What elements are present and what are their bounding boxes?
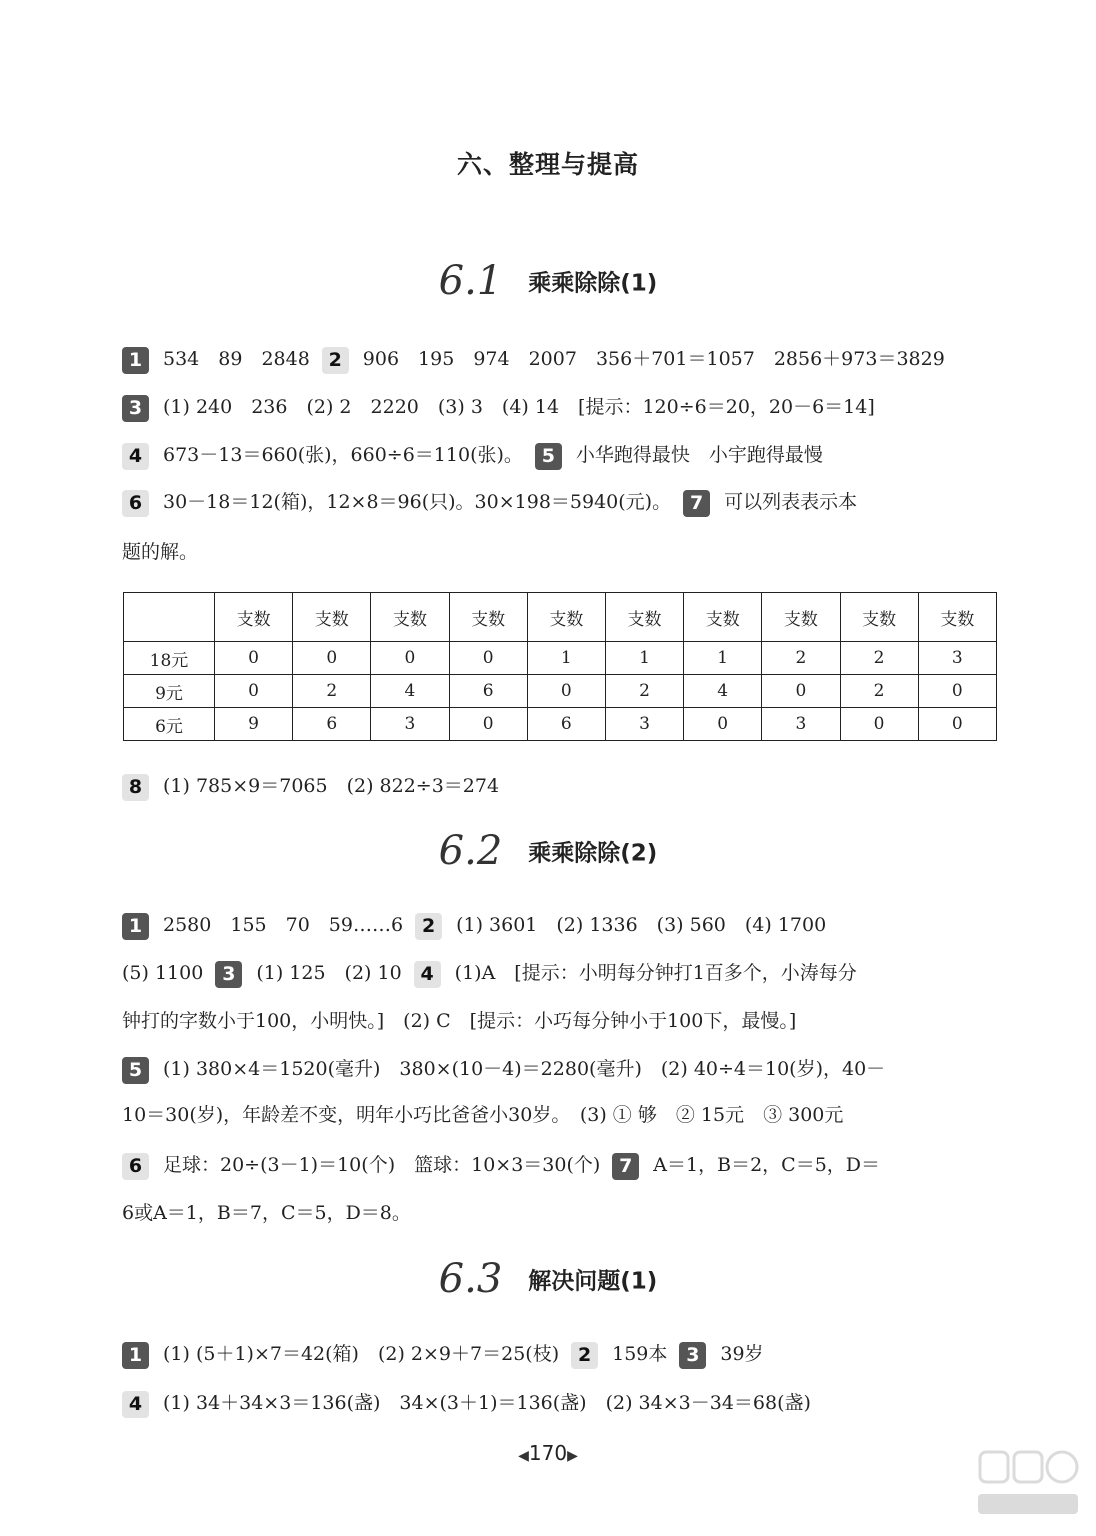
row-label: 9元 [124,675,215,708]
table-row [124,642,997,675]
table-cell: 0 [840,708,918,741]
table-cell: 0 [449,642,527,675]
answer-text: 题的解。 [122,541,199,563]
section-number: 6.2 [438,828,503,874]
page-number-text: 170 [528,1441,568,1465]
watermark-logo [974,1448,1082,1522]
question-number-badge: 7 [612,1153,639,1180]
answer-table [123,592,997,741]
answer-line [122,1100,855,1130]
row-label: 18元 [124,642,215,675]
question-number-badge: 1 [122,913,149,940]
table-header-cell: 支数 [605,593,683,642]
answer-line [122,440,835,470]
table-cell: 3 [605,708,683,741]
answer-text: 159本 [612,1343,668,1365]
table-cell: 6 [293,708,371,741]
question-number-badge: 4 [122,443,149,470]
answer-text: 673－13＝660(张)，660÷6＝110(张)。 [163,444,523,466]
table-cell: 6 [449,675,527,708]
answer-text: 39岁 [720,1343,764,1365]
table-cell: 1 [527,642,605,675]
right-arrow-icon: ▶ [567,1448,578,1464]
answer-text: 足球：20÷(3－1)＝10(个) 篮球：10×3＝30(个) [163,1154,601,1176]
question-number-badge: 4 [122,1391,149,1418]
section-heading-6-1 [0,258,1096,304]
question-number-badge: 4 [414,961,441,988]
answer-line [122,537,210,567]
answer-text: (1) 3601 (2) 1336 (3) 560 (4) 1700 [456,914,827,936]
table-cell: 2 [762,642,840,675]
answer-line [122,1339,776,1369]
answer-line [122,487,869,517]
answer-text: (1) 34＋34×3＝136(盏) 34×(3＋1)＝136(盏) (2) 34×3－34＝68(盏) [163,1392,811,1414]
answer-line [122,771,511,801]
table-header-cell: 支数 [840,593,918,642]
table-cell: 3 [762,708,840,741]
answer-text: 10＝30(岁)，年龄差不变，明年小巧比爸爸小30岁。 (3) ① 够 ② 15元 ③ 300元 [122,1104,844,1126]
question-number-badge: 5 [122,1057,149,1084]
answer-line [122,1198,423,1228]
table-cell: 3 [371,708,449,741]
table-cell: 1 [684,642,762,675]
page-number [0,1441,1096,1465]
answer-text: 906 195 974 2007 356＋701＝1057 2856＋973＝3829 [362,348,945,370]
table-cell: 0 [918,708,996,741]
question-number-badge: 3 [122,395,149,422]
table-header-cell: 支数 [215,593,293,642]
chapter-title: 六、整理与提高 [456,150,639,179]
table-cell: 2 [840,675,918,708]
table-cell: 9 [215,708,293,741]
answer-text: (1)A [提示：小明每分钟打1百多个，小涛每分 [454,962,857,984]
question-number-badge: 7 [683,490,710,517]
answer-text: (1) 125 (2) 10 [256,962,402,984]
question-number-badge: 1 [122,1342,149,1369]
table-cell: 0 [527,675,605,708]
section-title: 乘乘除除(2) [528,840,658,867]
table-cell: 4 [684,675,762,708]
table-row [124,708,997,741]
table-header-cell: 支数 [371,593,449,642]
answer-line [122,1054,897,1084]
table-cell: 0 [918,675,996,708]
row-label: 6元 [124,708,215,741]
answer-text: 钟打的字数小于100，小明快。] (2) C [提示：小巧每分钟小于100下，最慢。] [122,1010,797,1032]
section-title: 乘乘除除(1) [528,270,658,297]
table-row [124,675,997,708]
question-number-badge: 8 [122,774,149,801]
answer-text: 534 89 2848 [163,348,310,370]
left-arrow-icon: ◀ [518,1448,529,1464]
answer-text: (5) 1100 [122,962,204,984]
table-header-cell: 支数 [684,593,762,642]
question-number-badge: 1 [122,347,149,374]
table-cell: 6 [527,708,605,741]
answer-text: 6或A＝1，B＝7，C＝5，D＝8。 [122,1202,411,1224]
answer-line [122,910,838,940]
answer-text: (1) 785×9＝7065 (2) 822÷3＝274 [163,775,500,797]
question-number-badge: 3 [215,961,242,988]
answer-text: 可以列表表示本 [724,491,858,513]
answer-text: (1) 380×4＝1520(毫升) 380×(10－4)＝2280(毫升) (2) 40÷4＝10(岁)，40－ [163,1058,886,1080]
table-header-cell: 支数 [449,593,527,642]
table-cell: 0 [215,642,293,675]
table-cell: 0 [215,675,293,708]
answer-line [122,958,869,988]
table-cell: 2 [840,642,918,675]
table-header-cell: 支数 [527,593,605,642]
section-number: 6.1 [438,258,503,304]
answer-text: (1) 240 236 (2) 2 2220 (3) 3 (4) 14 [提示：120÷6＝20，20－6＝14] [163,396,875,418]
table-header-row [124,593,997,642]
answer-text: 2580 155 70 59……6 [163,914,404,936]
table-cell: 0 [684,708,762,741]
table-cell: 0 [762,675,840,708]
question-number-badge: 2 [415,913,442,940]
table-cell: 2 [293,675,371,708]
table-cell: 0 [449,708,527,741]
answer-text: 小华跑得最快 小宇跑得最慢 [575,444,823,466]
answer-line [122,1388,823,1418]
question-number-badge: 6 [122,490,149,517]
answer-text: A＝1，B＝2，C＝5，D＝ [653,1154,881,1176]
answer-line [122,1150,892,1180]
table-cell: 2 [605,675,683,708]
answer-line [122,392,887,422]
question-number-badge: 2 [322,347,349,374]
question-number-badge: 2 [571,1342,598,1369]
answer-text: (1) (5＋1)×7＝42(箱) (2) 2×9＋7＝25(枝) [163,1343,560,1365]
section-heading-6-3 [0,1256,1096,1302]
question-number-badge: 6 [122,1153,149,1180]
table-cell: 1 [605,642,683,675]
question-number-badge: 5 [535,443,562,470]
answer-line [122,1006,808,1036]
answer-line [122,344,957,374]
table-header-cell: 支数 [918,593,996,642]
table-cell: 4 [371,675,449,708]
answer-text: 30－18＝12(箱)，12×8＝96(只)。30×198＝5940(元)。 [163,491,672,513]
section-number: 6.3 [438,1256,503,1302]
section-heading-6-2 [0,828,1096,874]
table-cell: 3 [918,642,996,675]
question-number-badge: 3 [679,1342,706,1369]
section-title: 解决问题(1) [528,1268,658,1295]
table-cell: 0 [371,642,449,675]
table-header-cell: 支数 [762,593,840,642]
table-header-cell: 支数 [293,593,371,642]
table-cell: 0 [293,642,371,675]
table-header-cell [124,593,215,642]
